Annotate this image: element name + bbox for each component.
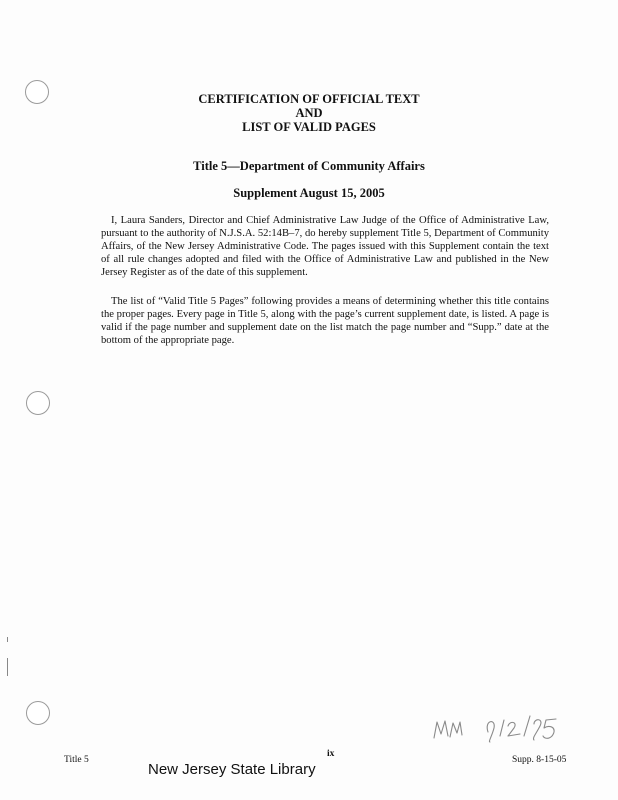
scan-edge-mark bbox=[7, 637, 8, 642]
valid-pages-paragraph bbox=[101, 295, 549, 347]
scan-edge-mark bbox=[7, 658, 8, 676]
header-line-1: CERTIFICATION OF OFFICIAL TEXT bbox=[198, 92, 420, 106]
footer-title: Title 5 bbox=[64, 755, 89, 765]
header-line-2: AND bbox=[295, 106, 323, 120]
certification-paragraph bbox=[101, 214, 549, 279]
certification-header bbox=[0, 92, 618, 134]
title-heading: Title 5—Department of Community Affairs bbox=[193, 159, 425, 173]
page-number: ix bbox=[327, 749, 335, 759]
supplement-date-heading: Supplement August 15, 2005 bbox=[233, 186, 385, 200]
footer-supplement-date: Supp. 8-15-05 bbox=[512, 755, 567, 765]
punch-hole-middle bbox=[26, 391, 50, 415]
library-stamp: New Jersey State Library bbox=[148, 761, 316, 778]
paragraph-1-text: I, Laura Sanders, Director and Chief Administrative Law Judge of the Office of Administrative Law, pursuant to the authority of N.J.S.A. 52:14B–7, do hereby supplement Title 5, Department of Community Affairs, of the New Jersey Administrative Code. The pages issued with this Supplement contain the text of all rule changes adopted and filed with the Office of Administrative Law and published in the New Jersey Register as of the date of this supplement. bbox=[101, 215, 549, 278]
header-line-3: LIST OF VALID PAGES bbox=[242, 120, 376, 134]
handwritten-initials-date bbox=[430, 712, 570, 744]
paragraph-2-text: The list of “Valid Title 5 Pages” following provides a means of determining whether this title contains the proper pages. Every page in Title 5, along with the page’s current supplement date, is listed. A page is valid if the page number and supplement date on the list match the page number and “Supp.” date at the bottom of the appropriate page. bbox=[101, 296, 549, 346]
punch-hole-bottom bbox=[26, 701, 50, 725]
